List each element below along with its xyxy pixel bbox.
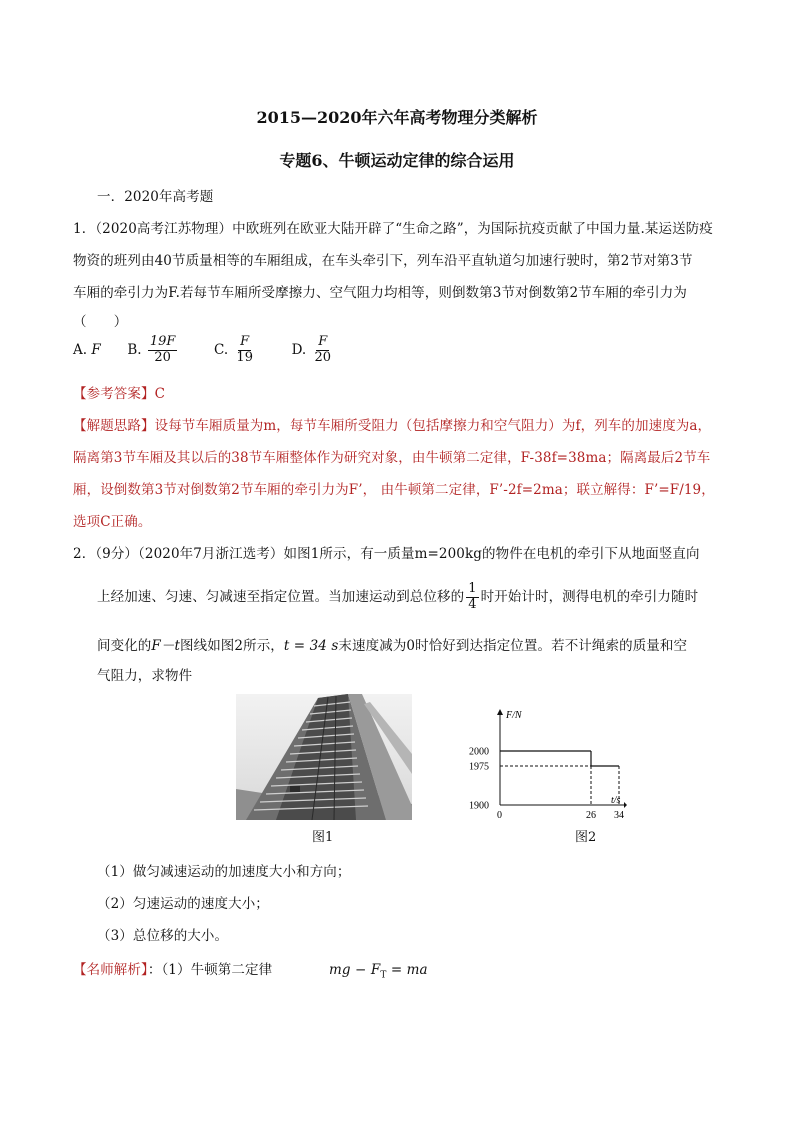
q1-line-1: 1．（2020高考江苏物理）中欧班列在欧亚大陆开辟了“生命之路”，为国际抗疫贡献了中国力量.某运送防疫 xyxy=(73,221,713,237)
q1-solution-4: 选项C正确。 xyxy=(73,514,152,530)
q2-line-4: 气阻力，求物件 xyxy=(97,668,193,684)
analysis-line xyxy=(73,958,428,981)
analysis-text: ：（1）牛顿第二定律 xyxy=(147,962,273,978)
subquestion-2: （2）匀速运动的速度大小； xyxy=(97,896,269,912)
origin-label: 0 xyxy=(497,810,502,821)
x-axis-arrow xyxy=(624,802,627,808)
q1-solution-1: 【解题思路】设每节车厢质量为m，每节车厢所受阻力（包括摩擦力和空气阻力）为f，列车的加速度为a， xyxy=(73,418,712,434)
y-axis-label: F/N xyxy=(506,710,522,721)
x-tick-label-34: 34 xyxy=(614,810,624,821)
q1-solution-2: 隔离第3节车厢及其以后的38节车厢整体作为研究对象，由牛顿第二定律，F-38f=38ma；隔离最后2节车 xyxy=(73,450,711,466)
ft-chart xyxy=(467,705,627,825)
building-photo xyxy=(236,694,412,820)
q1-solution-3: 厢，设倒数第3节对倒数第2节车厢的牵引力为F’， 由牛顿第二定律，F’-2f=2ma；联立解得：F’=F/19， xyxy=(73,482,715,498)
y-tick-label-1975: 1975 xyxy=(469,761,489,773)
figure-2-caption: 图2 xyxy=(575,830,597,845)
option-d: D. $\frac{F}{20}$ xyxy=(291,334,332,365)
x-axis-label: t/s xyxy=(611,795,621,806)
q2-line-2: 上经加速、匀速、匀减速至指定位置。当加速运动到总位移的 $\frac{1}{4}$ 时开始计时，测得电机的牵引力随时 xyxy=(97,581,699,612)
y-tick-label-1900: 1900 xyxy=(469,800,489,812)
option-b: B. $\frac{19F}{20}$ xyxy=(127,334,176,365)
figure-1-caption: 图1 xyxy=(312,830,334,845)
option-c: C. $\frac{F}{19}$ xyxy=(213,334,253,365)
subquestion-3: （3）总位移的大小。 xyxy=(97,928,229,944)
q1-options xyxy=(73,335,335,366)
x-tick-label-26: 26 xyxy=(586,810,596,821)
q1-line-2: 物资的班列由40节质量相等的车厢组成，在车头牵引下，列车沿平直轨道匀加速行驶时，第2节对第3节 xyxy=(73,253,693,269)
subquestion-1: （1）做匀减速运动的加速度大小和方向； xyxy=(97,864,351,880)
document-subtitle: 专题6、牛顿运动定律的综合运用 xyxy=(279,151,515,170)
q2-line-3: 间变化的F－t图线如图2所示，t = 34 s末速度减为0时恰好到达指定位置。若不计绳索的质量和空 xyxy=(97,638,688,654)
analysis-formula: mg − $F_T$ = ma xyxy=(329,962,428,981)
q1-line-4: （ ） xyxy=(73,314,128,330)
option-a: A. F xyxy=(73,341,101,358)
analysis-tag: 【名师解析】 xyxy=(73,962,148,978)
y-tick-label-2000: 2000 xyxy=(469,746,489,758)
q1-answer: 【参考答案】C xyxy=(73,386,166,402)
section-heading: 一．2020年高考题 xyxy=(97,189,214,205)
q2-line-1: 2．（9分）（2020年7月浙江选考）如图1所示，有一质量m=200kg的物件在电机的牵引下从地面竖直向 xyxy=(73,546,700,562)
y-axis-arrow xyxy=(497,709,503,715)
q1-line-3: 车厢的牵引力为F.若每节车厢所受摩擦力、空气阻力均相等，则倒数第3节对倒数第2节车厢的牵引力为 xyxy=(73,285,687,301)
document-title: 2015—2020年六年高考物理分类解析 xyxy=(256,108,538,127)
